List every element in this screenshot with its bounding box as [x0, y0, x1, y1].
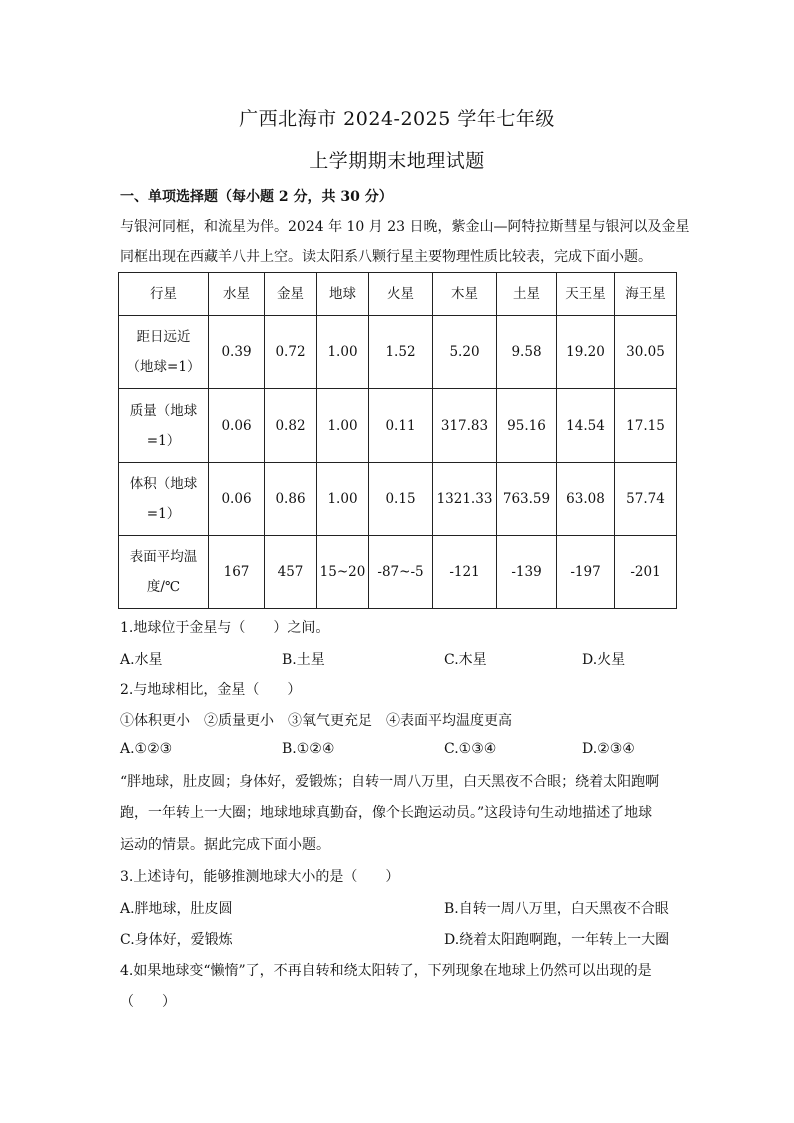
table-cell: 0.72: [265, 316, 317, 389]
table-cell: 57.74: [615, 463, 677, 536]
exam-title-line2: 上学期期末地理试题: [309, 150, 485, 172]
row-label: [119, 463, 209, 536]
table-cell: 763.59: [497, 463, 557, 536]
table-cell: 1.52: [369, 316, 433, 389]
q2-option-d[interactable]: D.②③④: [582, 741, 635, 757]
intro-line-2: 同框出现在西藏羊八井上空。读太阳系八颗行星主要物理性质比较表，完成下面小题。: [120, 249, 652, 265]
header-cell: 火星: [369, 273, 433, 316]
table-cell: 317.83: [433, 389, 497, 463]
table-row: [119, 463, 677, 536]
q3-option-c[interactable]: C.身体好，爱锻炼: [120, 932, 233, 948]
table-cell: -139: [497, 536, 557, 609]
question-1-stem: 1.地球位于金星与（ ）之间。: [120, 620, 330, 636]
q2-option-a[interactable]: A.①②③: [120, 741, 173, 757]
header-cell: 行星: [119, 273, 209, 316]
table-cell: 167: [209, 536, 265, 609]
table-cell: 5.20: [433, 316, 497, 389]
question-2-items: ①体积更小 ②质量更小 ③氧气更充足 ④表面平均温度更高: [120, 713, 512, 729]
row-label-line2: （地球=1）: [126, 359, 201, 375]
table-cell: -87~-5: [369, 536, 433, 609]
row-label-line2: =1）: [146, 432, 181, 449]
q1-option-d[interactable]: D.火星: [582, 652, 626, 668]
exam-title-line1: 广西北海市 2024-2025 学年七年级: [239, 108, 555, 130]
planet-properties-table: [118, 272, 677, 609]
header-cell: 地球: [317, 273, 369, 316]
header-cell: 天王星: [557, 273, 615, 316]
question-4-paren: （ ）: [120, 994, 176, 1010]
table-cell: -201: [615, 536, 677, 609]
row-label: [119, 389, 209, 463]
table-cell: 0.86: [265, 463, 317, 536]
table-cell: 1.00: [317, 316, 369, 389]
header-cell: 木星: [433, 273, 497, 316]
intro-line-1: 与银河同框，和流星为伴。2024 年 10 月 23 日晚，紫金山—阿特拉斯彗星与银河以及金星: [120, 219, 690, 235]
table-cell: 14.54: [557, 389, 615, 463]
row-label-line1: 质量（地球: [129, 402, 198, 419]
table-cell: 0.15: [369, 463, 433, 536]
row-label-line1: 表面平均温: [129, 549, 198, 565]
table-cell: 1.00: [317, 463, 369, 536]
table-cell: 0.11: [369, 389, 433, 463]
header-cell: 水星: [209, 273, 265, 316]
table-cell: 0.39: [209, 316, 265, 389]
row-label: [119, 316, 209, 389]
poem-line-1: “胖地球，肚皮圆；身体好，爱锻炼；自转一周八万里，白天黑夜不合眼；绕着太阳跑啊: [120, 774, 660, 790]
q2-option-c[interactable]: C.①③④: [444, 741, 497, 757]
table-cell: -121: [433, 536, 497, 609]
table-cell: -197: [557, 536, 615, 609]
table-cell: 17.15: [615, 389, 677, 463]
table-row: [119, 316, 677, 389]
q1-option-c[interactable]: C.木星: [444, 652, 487, 668]
q1-option-a[interactable]: A.水星: [120, 652, 163, 668]
question-4-stem: 4.如果地球变“懒惰”了，不再自转和绕太阳转了，下列现象在地球上仍然可以出现的是: [120, 963, 652, 979]
table-cell: 1.00: [317, 389, 369, 463]
table-cell: 0.06: [209, 463, 265, 536]
table-cell: 0.82: [265, 389, 317, 463]
q3-option-b[interactable]: B.自转一周八万里，白天黑夜不合眼: [444, 901, 669, 917]
table-cell: 0.06: [209, 389, 265, 463]
row-label-line1: 距日远近: [136, 329, 191, 345]
table-cell: 457: [265, 536, 317, 609]
table-row: [119, 536, 677, 609]
row-label-line2: =1）: [146, 506, 181, 522]
row-label-line2: 度/℃: [146, 579, 181, 595]
q2-option-b[interactable]: B.①②④: [282, 741, 335, 757]
question-2-stem: 2.与地球相比，金星（ ）: [120, 682, 302, 698]
table-cell: 1321.33: [433, 463, 497, 536]
q3-option-d[interactable]: D.绕着太阳跑啊跑，一年转上一大圈: [444, 932, 670, 948]
section-heading: 一、单项选择题（每小题 2 分，共 30 分）: [120, 189, 393, 205]
header-cell: 海王星: [615, 273, 677, 316]
table-row: [119, 389, 677, 463]
table-cell: 63.08: [557, 463, 615, 536]
q3-option-a[interactable]: A.胖地球，肚皮圆: [120, 901, 233, 917]
poem-line-3: 运动的情景。据此完成下面小题。: [120, 837, 330, 853]
table-cell: 30.05: [615, 316, 677, 389]
table-cell: 19.20: [557, 316, 615, 389]
table-cell: 95.16: [497, 389, 557, 463]
row-label: [119, 536, 209, 609]
poem-line-2: 跑，一年转上一大圈；地球地球真勤奋，像个长跑运动员。”这段诗句生动地描述了地球: [120, 805, 653, 821]
table-cell: 15~20: [317, 536, 369, 609]
header-cell: 土星: [497, 273, 557, 316]
table-cell: 9.58: [497, 316, 557, 389]
header-cell: 金星: [265, 273, 317, 316]
row-label-line1: 体积（地球: [129, 476, 198, 492]
question-3-stem: 3.上述诗句，能够推测地球大小的是（ ）: [120, 869, 400, 885]
q1-option-b[interactable]: B.土星: [282, 652, 325, 668]
table-header-row: [119, 273, 677, 316]
